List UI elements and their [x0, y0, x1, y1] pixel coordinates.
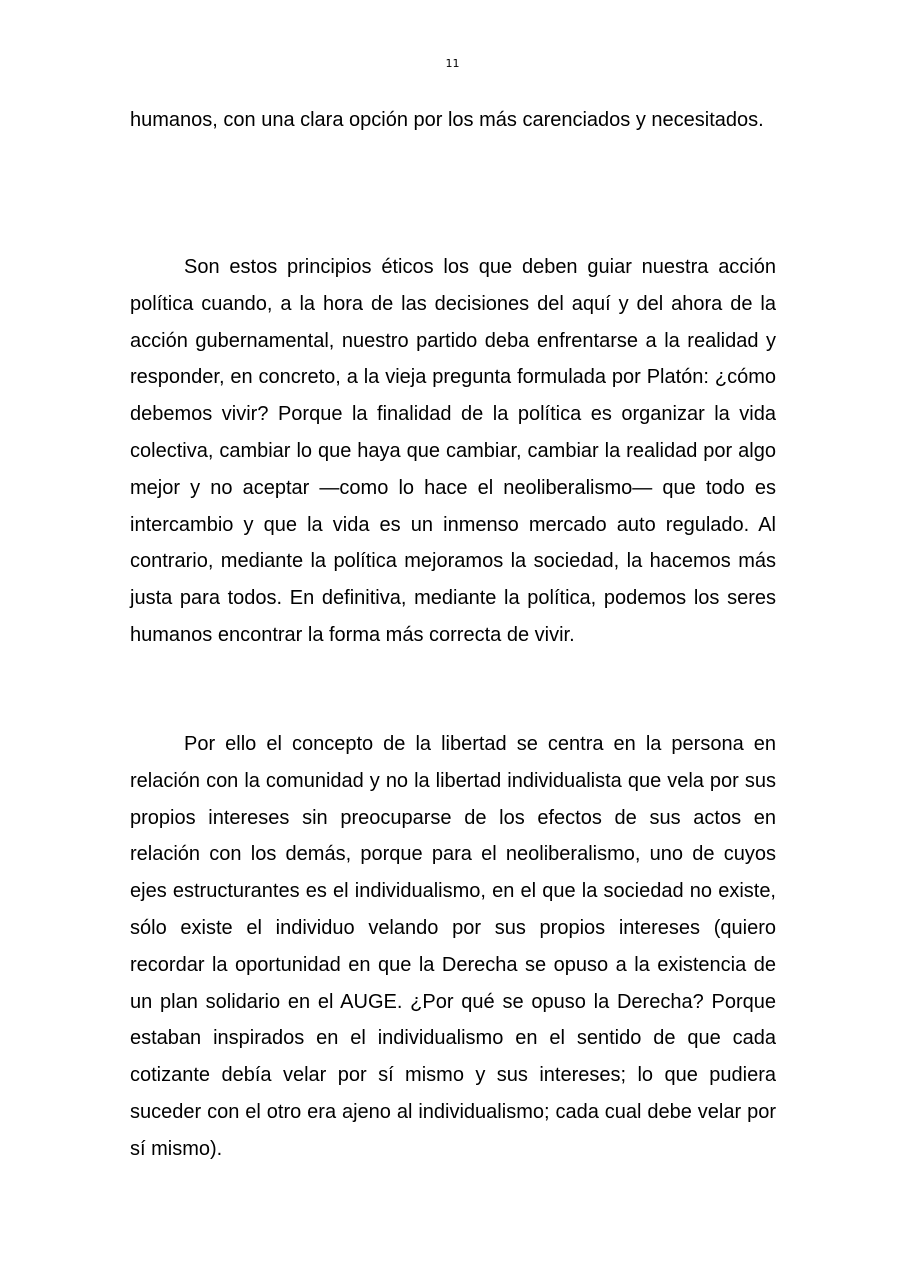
paragraph-continuation: humanos, con una clara opción por los más carenciados y necesitados.	[130, 109, 764, 131]
paragraph-concept-of-liberty: Por ello el concepto de la libertad se centra en la persona en relación con la comunidad y no la libertad individualista que vela por sus propios intereses sin preocuparse de los efectos de sus actos en relación con los demás, porque para el neoliberalismo, uno de cuyos ejes estructurantes es el individualismo, en el que la sociedad no existe, sólo existe el individuo velando por sus propios intereses (quiero recordar la oportunidad en que la Derecha se opuso a la existencia de un plan solidario en el AUGE. ¿Por qué se opuso la Derecha? Porque estaban inspirados en el individualismo en el sentido de que cada cotizante debía velar por sí mismo y sus intereses; lo que pudiera suceder con el otro era ajeno al individualismo; cada cual debe velar por sí mismo).	[130, 733, 776, 1160]
paragraph-ethical-principles: Son estos principios éticos los que deben guiar nuestra acción política cuando, a la hora de las decisiones del aquí y del ahora de la acción gubernamental, nuestro partido deba enfrentarse a la realidad y responder, en concreto, a la vieja pregunta formulada por Platón: ¿cómo debemos vivir? Porque la finalidad de la política es organizar la vida colectiva, cambiar lo que haya que cambiar, cambiar la realidad por algo mejor y no aceptar —como lo hace el neoliberalismo— que todo es intercambio y que la vida es un inmenso mercado auto regulado. Al contrario, mediante la política mejoramos la sociedad, la hacemos más justa para todos. En definitiva, mediante la política, podemos los seres humanos encontrar la forma más correcta de vivir.	[130, 256, 776, 646]
page-number: 11	[445, 57, 460, 70]
